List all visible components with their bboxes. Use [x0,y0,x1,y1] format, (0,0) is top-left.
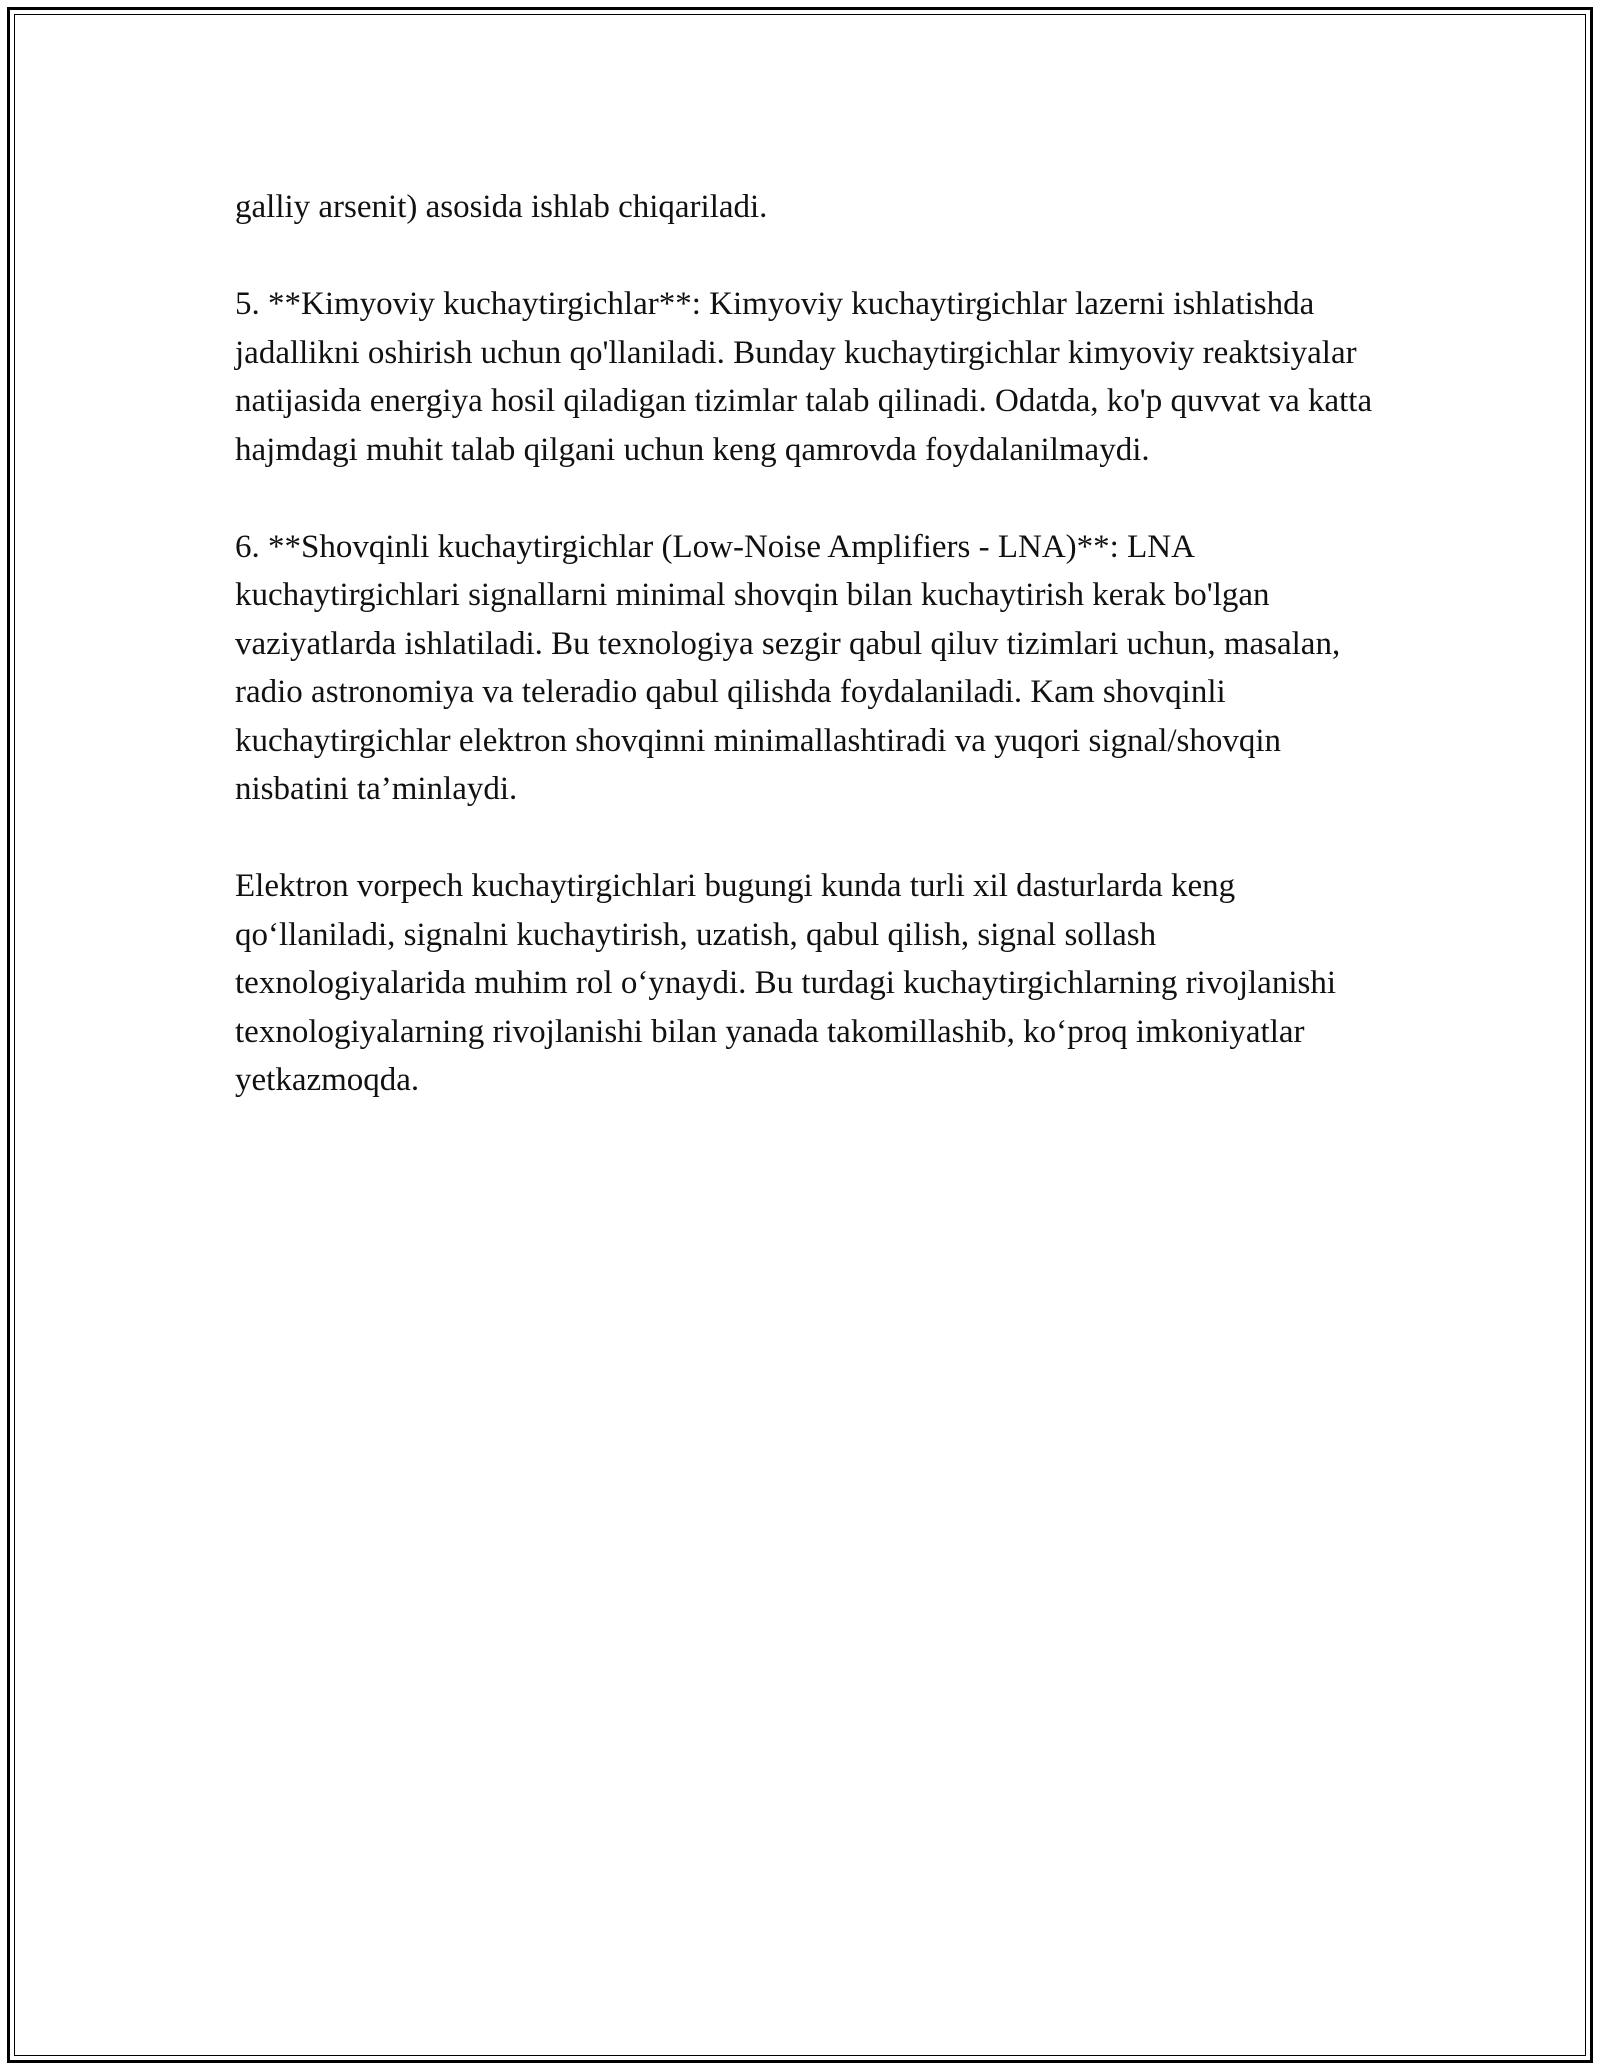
paragraph-continuation: galliy arsenit) asosida ishlab chiqariladi. [235,189,768,225]
document-body [235,183,1385,1105]
paragraph-chemical-amplifiers: 5. **Kimyoviy kuchaytirgichlar**: Kimyoviy kuchaytirgichlar lazerni ishlatishda jadallikni oshirish uchun qo'llaniladi. Bunday kuchaytirgichlar kimyoviy reaktsiyalar natijasida energiya hosil qiladigan tizimlar talab qilinadi. Odatda, ko'p quvvat va katta hajmdagi muhit talab qilgani uchun keng qamrovda foydalanilmaydi. [235,286,1373,468]
paragraph-low-noise-amplifiers: 6. **Shovqinli kuchaytirgichlar (Low-Noise Amplifiers - LNA)**: LNA kuchaytirgichlari signallarni minimal shovqin bilan kuchaytirish kerak bo'lgan vaziyatlarda ishlatiladi. Bu texnologiya sezgir qabul qiluv tizimlari uchun, masalan, radio astronomiya va teleradio qabul qilishda foydalaniladi. Kam shovqinli kuchaytirgichlar elektron shovqinni minimallashtiradi va yuqori signal/shovqin nisbatini ta’minlaydi. [235,528,1341,807]
paragraph-conclusion: Elektron vorpech kuchaytirgichlari bugungi kunda turli xil dasturlarda keng qo‘llaniladi, signalni kuchaytirish, uzatish, qabul qilish, signal sollash texnologiyalarida muhim rol o‘ynaydi. Bu turdagi kuchaytirgichlarning rivojlanishi texnologiyalarning rivojlanishi bilan yanada takomillashib, ko‘proq imkoniyatlar yetkazmoqda. [235,868,1337,1098]
